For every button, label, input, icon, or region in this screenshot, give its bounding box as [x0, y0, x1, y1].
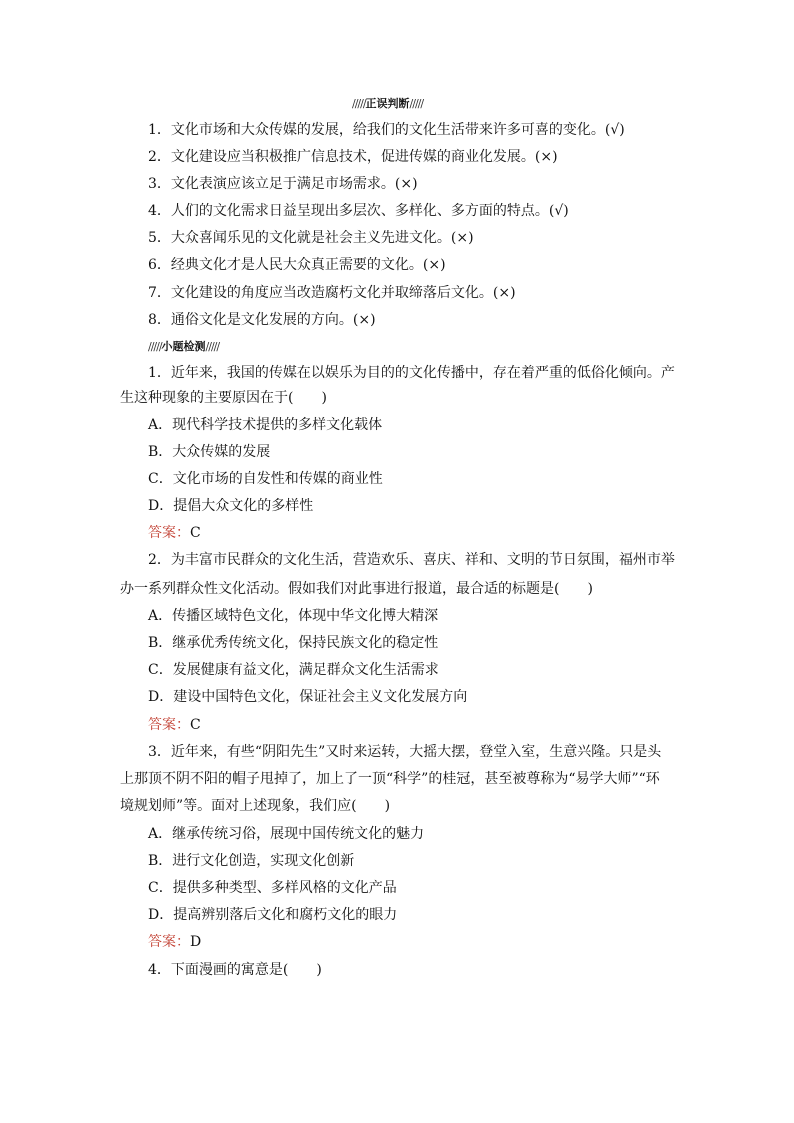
judge-item-8: 8．通俗文化是文化发展的方向。(×): [148, 312, 376, 328]
heading-decoration-right: /////: [205, 340, 220, 353]
judge-item-6: 6．经典文化才是人民大众真正需要的文化。(×): [148, 257, 446, 273]
heading-decoration-right: /////: [409, 97, 424, 110]
question-3-stem-line-1: 3．近年来，有些“阴阳先生”又时来运转，大摇大摆，登堂入室，生意兴隆。只是头: [148, 744, 662, 760]
section-heading-quiz: [148, 340, 219, 354]
heading-decoration-left: /////: [148, 340, 162, 353]
question-2-option-d: D．建设中国特色文化，保证社会主义文化发展方向: [148, 689, 468, 705]
judge-item-3: 3．文化表演应该立足于满足市场需求。(×): [148, 176, 418, 192]
judge-item-7: 7．文化建设的角度应当改造腐朽文化并取缔落后文化。(×): [148, 285, 516, 301]
question-3-answer: [148, 933, 201, 951]
answer-label: 答案：: [148, 717, 190, 733]
answer-value: C: [190, 525, 201, 541]
judge-item-1: 1．文化市场和大众传媒的发展，给我们的文化生活带来许多可喜的变化。(√): [148, 122, 625, 138]
question-1-option-a: A．现代科学技术提供的多样文化载体: [148, 417, 383, 433]
question-3-option-b: B．进行文化创造，实现文化创新: [148, 853, 355, 869]
judge-item-4: 4．人们的文化需求日益呈现出多层次、多样化、多方面的特点。(√): [148, 203, 569, 219]
question-3-option-d: D．提高辨别落后文化和腐朽文化的眼力: [148, 907, 398, 923]
question-1-option-b: B．大众传媒的发展: [148, 444, 271, 460]
question-2-option-b: B．继承优秀传统文化，保持民族文化的稳定性: [148, 635, 439, 651]
question-3-stem-line-3: 境规划师”等。面对上述现象，我们应( ): [120, 798, 391, 814]
question-2-stem-line-1: 2．为丰富市民群众的文化生活，营造欢乐、喜庆、祥和、文明的节日氛围，福州市举: [148, 552, 675, 568]
question-2-option-c: C．发展健康有益文化，满足群众文化生活需求: [148, 662, 439, 678]
question-3-stem-line-2: 上那顶不阴不阳的帽子甩掉了，加上了一顶“科学”的桂冠，甚至被尊称为“易学大师”“环: [120, 771, 660, 787]
answer-value: C: [190, 717, 201, 733]
judge-item-2: 2．文化建设应当积极推广信息技术，促进传媒的商业化发展。(×): [148, 149, 558, 165]
heading-decoration-left: /////: [352, 97, 366, 110]
question-2-stem-line-2: 办一系列群众性文化活动。假如我们对此事进行报道，最合适的标题是( ): [120, 581, 593, 597]
question-1-answer: [148, 524, 201, 542]
question-3-option-c: C．提供多种类型、多样风格的文化产品: [148, 880, 397, 896]
answer-label: 答案：: [148, 525, 190, 541]
question-1-option-d: D．提倡大众文化的多样性: [148, 498, 314, 514]
question-3-option-a: A．继承传统习俗，展现中国传统文化的魅力: [148, 826, 425, 842]
answer-value: D: [190, 934, 202, 950]
question-1-stem-line-2: 生这种现象的主要原因在于( ): [120, 390, 327, 406]
question-2-answer: [148, 716, 201, 734]
question-1-stem-line-1: 1．近年来，我国的传媒在以娱乐为目的的文化传播中，存在着严重的低俗化倾向。产: [148, 365, 675, 381]
answer-label: 答案：: [148, 934, 190, 950]
question-4-stem-line-1: 4．下面漫画的寓意是( ): [148, 962, 322, 978]
heading-title: 小题检测: [161, 340, 206, 353]
question-1-option-c: C．文化市场的自发性和传媒的商业性: [148, 471, 383, 487]
heading-title: 正误判断: [365, 97, 410, 110]
section-heading-judge: [352, 97, 423, 111]
judge-item-5: 5．大众喜闻乐见的文化就是社会主义先进文化。(×): [148, 230, 474, 246]
question-2-option-a: A．传播区域特色文化，体现中华文化博大精深: [148, 608, 439, 624]
